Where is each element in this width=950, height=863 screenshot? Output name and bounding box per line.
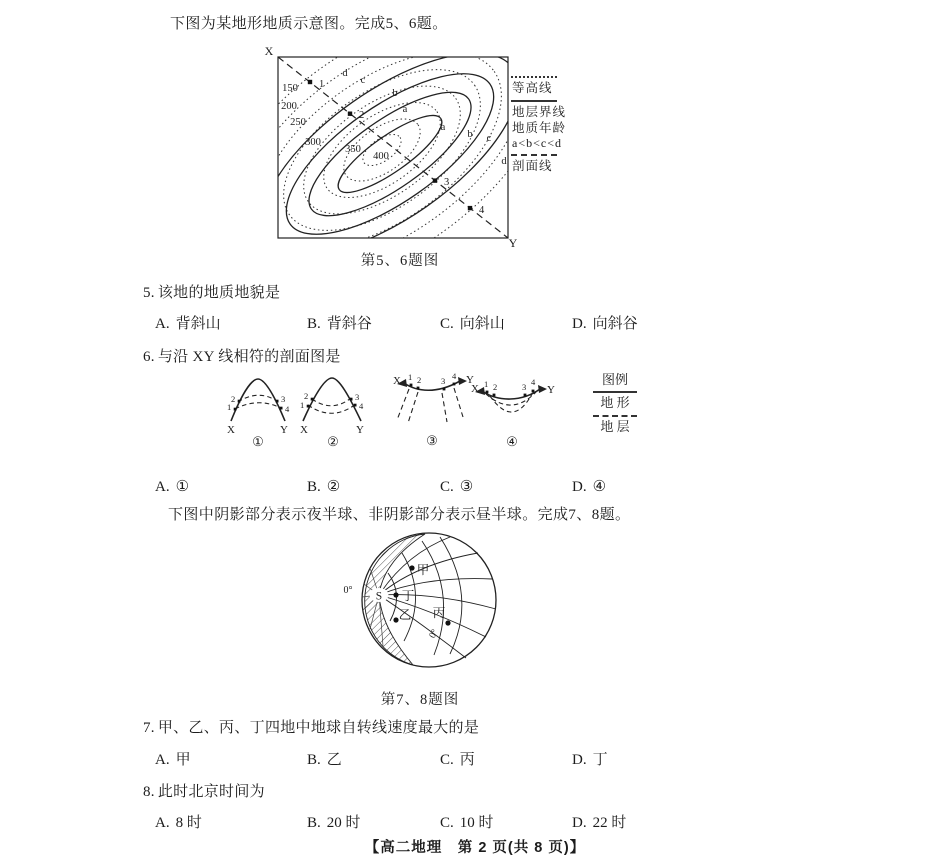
profile-diagram-1 xyxy=(226,372,292,448)
svg-text:3: 3 xyxy=(522,382,527,392)
question-6-stem: 6. 与沿 XY 线相符的剖面图是 xyxy=(143,349,341,365)
contour-line-swatch xyxy=(511,76,557,78)
svg-text:Y: Y xyxy=(547,384,555,396)
q5-option-c: C. 向斜山 xyxy=(440,316,505,332)
contour-map-figure xyxy=(260,42,520,250)
svg-text:b: b xyxy=(467,129,473,140)
svg-text:1: 1 xyxy=(319,79,325,90)
svg-text:4: 4 xyxy=(452,371,457,381)
svg-text:3: 3 xyxy=(444,177,450,188)
profile-diagram-3 xyxy=(392,370,474,448)
q6-legend-terrain: 地 形 xyxy=(600,395,630,411)
q7-option-a: A. 甲 xyxy=(155,752,191,768)
svg-text:250: 250 xyxy=(290,117,306,128)
svg-text:200: 200 xyxy=(281,101,297,112)
legend-stratum-label: 地层界线 xyxy=(512,105,567,120)
page-footer: 【高二地理 第 2 页(共 8 页)】 xyxy=(364,840,586,856)
svg-text:X: X xyxy=(300,424,308,436)
svg-text:1: 1 xyxy=(227,402,232,412)
q7-option-b: B. 乙 xyxy=(307,752,342,768)
stratum-labels-lower xyxy=(441,122,508,167)
q5-option-d: D. 向斜谷 xyxy=(572,316,638,332)
q7-option-d: D. 丁 xyxy=(572,752,608,768)
svg-text:4: 4 xyxy=(285,404,290,414)
svg-text:4: 4 xyxy=(531,377,536,387)
svg-text:a: a xyxy=(440,122,446,133)
map-y-label: Y xyxy=(508,236,518,250)
question-5-stem: 5. 该地的地质地貌是 xyxy=(143,285,281,301)
legend-age-label: 地质年龄 xyxy=(512,120,567,135)
svg-text:a: a xyxy=(402,104,408,115)
legend-contour-label: 等高线 xyxy=(512,81,553,95)
diagram-1-number: ① xyxy=(252,434,264,448)
legend-profile-label: 剖面线 xyxy=(512,159,553,174)
question-7-stem: 7. 甲、乙、丙、丁四地中地球自转线速度最大的是 xyxy=(143,720,480,736)
q8-option-d: D. 22 时 xyxy=(572,815,627,831)
q5-option-a: A. 背斜山 xyxy=(155,316,221,332)
svg-text:2: 2 xyxy=(304,391,309,401)
point-bing-label: 丙 xyxy=(432,606,446,620)
svg-text:2: 2 xyxy=(359,110,365,121)
q6-option-a: A. ① xyxy=(155,479,190,495)
diagram-4-number: ④ xyxy=(506,434,518,448)
map-x-label: X xyxy=(264,44,274,58)
bottom-meridian-label: 0° xyxy=(427,627,441,641)
svg-text:c: c xyxy=(486,133,492,144)
q6-legend-strata: 地 层 xyxy=(600,418,630,434)
q6-option-c: C. ③ xyxy=(440,479,474,495)
figure-56-caption: 第5、6题图 xyxy=(360,253,440,269)
q6-legend-title: 图例 xyxy=(601,372,628,387)
question-8-stem: 8. 此时北京时间为 xyxy=(143,784,265,800)
question-7-number: 7. xyxy=(143,720,155,736)
svg-text:3: 3 xyxy=(281,394,286,404)
svg-text:c: c xyxy=(360,75,366,86)
svg-text:X: X xyxy=(227,424,235,436)
south-pole-label: S xyxy=(375,590,383,603)
globe-figure xyxy=(336,524,526,676)
question-8-number: 8. xyxy=(143,784,155,800)
svg-text:400: 400 xyxy=(373,151,389,162)
q6-legend xyxy=(583,372,647,435)
legend-age-order: a<b<c<d xyxy=(512,135,562,150)
intro-text-56: 下图为某地形地质示意图。完成5、6题。 xyxy=(170,16,448,32)
svg-text:d: d xyxy=(501,156,507,167)
svg-text:3: 3 xyxy=(355,392,360,402)
q6-option-d: D. ④ xyxy=(572,479,607,495)
svg-text:1: 1 xyxy=(484,379,489,389)
svg-text:4: 4 xyxy=(359,401,364,411)
point-ding-label: 丁 xyxy=(401,589,415,603)
profile-diagram-4 xyxy=(470,372,556,448)
figure-78-caption: 第7、8题图 xyxy=(380,692,460,708)
q6-option-b: B. ② xyxy=(307,479,341,495)
svg-text:Y: Y xyxy=(356,424,364,436)
svg-text:350: 350 xyxy=(345,144,361,155)
map-legend xyxy=(509,72,613,175)
svg-text:4: 4 xyxy=(479,205,485,216)
svg-text:Y: Y xyxy=(466,374,474,386)
svg-text:1: 1 xyxy=(300,400,305,410)
diagram-3-number: ③ xyxy=(426,433,438,448)
stratum-line-swatch xyxy=(511,100,557,102)
q7-option-c: C. 丙 xyxy=(440,752,475,768)
svg-text:2: 2 xyxy=(417,375,422,385)
diagram-2-number: ② xyxy=(327,434,339,448)
svg-text:150: 150 xyxy=(282,83,298,94)
question-6-number: 6. xyxy=(143,349,155,365)
svg-text:2: 2 xyxy=(231,394,236,404)
q5-option-b: B. 背斜谷 xyxy=(307,316,372,332)
q8-option-a: A. 8 时 xyxy=(155,815,202,831)
profile-diagram-2 xyxy=(298,372,370,448)
left-meridian-label: 0° xyxy=(343,585,353,596)
svg-text:2: 2 xyxy=(493,382,498,392)
svg-text:Y: Y xyxy=(280,424,288,436)
strata-line-swatch xyxy=(593,415,637,417)
question-5-number: 5. xyxy=(143,285,155,301)
svg-text:1: 1 xyxy=(408,372,413,382)
svg-text:X: X xyxy=(393,375,401,387)
q8-option-b: B. 20 时 xyxy=(307,815,361,831)
svg-text:3: 3 xyxy=(441,376,446,386)
profile-line-swatch xyxy=(511,154,557,156)
svg-text:X: X xyxy=(471,383,479,395)
point-yi-label: 乙 xyxy=(398,608,412,622)
svg-text:d: d xyxy=(342,68,348,79)
svg-text:b: b xyxy=(392,88,398,99)
terrain-line-swatch xyxy=(593,391,637,393)
q8-option-c: C. 10 时 xyxy=(440,815,494,831)
point-jia-label: 甲 xyxy=(416,563,430,577)
svg-text:300: 300 xyxy=(305,137,321,148)
intro-text-78: 下图中阴影部分表示夜半球、非阴影部分表示昼半球。完成7、8题。 xyxy=(168,507,631,523)
